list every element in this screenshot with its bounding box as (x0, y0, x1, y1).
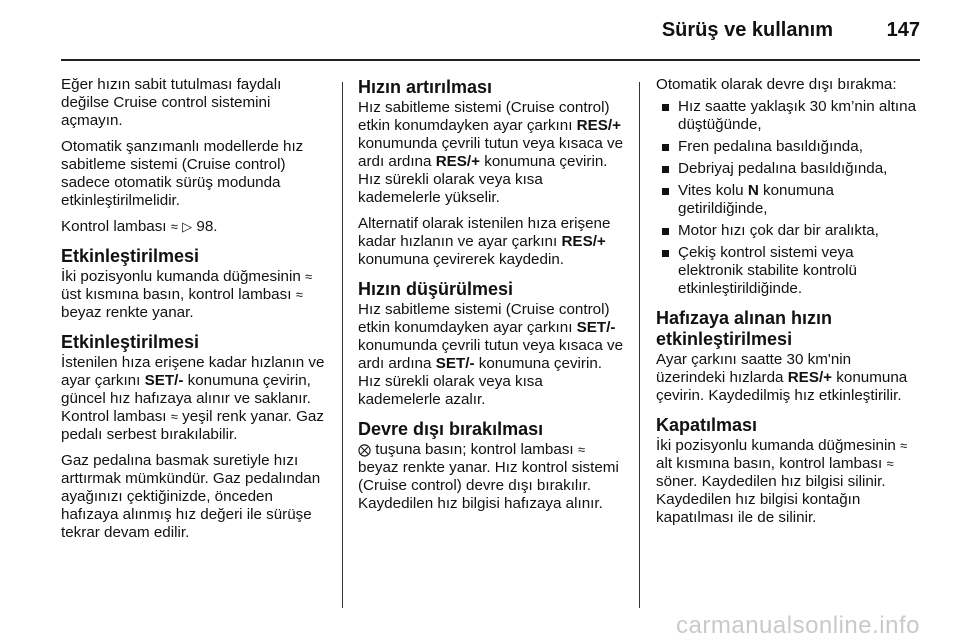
cruise-control-lamp-icon: ≈ (295, 287, 303, 302)
key-label: SET/- (144, 372, 184, 389)
paragraph: Hız sabitleme sistemi (Cruise control) etkin konumdayken ayar çarkını SET/- konumunda çevrili tutun veya kısaca ve ardı ardına SET/- konumuna çevirin. Hız sürekli olarak veya kısa kademelerle azalır. (358, 301, 624, 408)
cruise-control-lamp-icon: ≈ (170, 409, 178, 424)
key-label: SET/- (435, 355, 475, 372)
column-divider-left (342, 82, 343, 608)
heading-deactivation: Devre dışı bırakılması (358, 419, 544, 439)
paragraph: Alternatif olarak istenilen hıza erişene kadar hızlanın ve ayar çarkını RES/+ konumuna çevirerek kaydedin. (358, 215, 611, 268)
column-2 (358, 76, 624, 521)
heading-increase-speed: Hızın artırılması (358, 77, 493, 97)
key-label: RES/+ (787, 369, 833, 386)
key-label: RES/+ (435, 153, 481, 170)
paragraph: İstenilen hıza erişene kadar hızlanın ve ayar çarkını SET/- konumuna çevirin, güncel hız hafızaya alınır ve saklanır. Kontrol lambası ≈ yeşil renk yanar. Gaz pedalı serbest bırakılabilir. (61, 354, 325, 443)
paragraph: Hız sabitleme sistemi (Cruise control) etkin konumdayken ayar çarkını RES/+ konumunda çevrili tutun veya kısaca ve ardı ardına RES/+ konumuna çevirin. Hız sürekli olarak veya kısa kademelerle yükselir. (358, 99, 624, 206)
heading-switch-off: Kapatılması (656, 415, 758, 435)
section-title: Sürüş ve kullanım (661, 19, 833, 41)
paragraph: İki pozisyonlu kumanda düğmesinin ≈ üst kısmına basın, kontrol lambası ≈ beyaz renkte yanar. (61, 268, 313, 321)
column-1 (61, 76, 329, 550)
column-3 (656, 76, 922, 535)
key-label: RES/+ (576, 117, 621, 134)
header-rule (61, 59, 920, 61)
list-item: Fren pedalına basıldığında, (656, 138, 922, 156)
paragraph: Otomatik olarak devre dışı bırakma: (656, 76, 897, 93)
list-item: Çekiş kontrol sistemi veya elektronik stabilite kontrolü etkinleştirildiğinde. (656, 244, 922, 298)
key-label: SET/- (576, 319, 616, 336)
list-item: Vites kolu N konumuna getirildiğinde, (656, 182, 922, 218)
cruise-cancel-button-icon: ⨂ (358, 442, 371, 457)
paragraph: İki pozisyonlu kumanda düğmesinin ≈ alt kısmına basın, kontrol lambası ≈ söner. Kaydedilen hız bilgisi silinir. Kaydedilen hız bilgisi kontağın kapatılması ile de silinir. (656, 437, 908, 526)
list-item: Debriyaj pedalına basıldığında, (656, 160, 922, 178)
key-label: RES/+ (561, 233, 606, 250)
list-item: Hız saatte yaklaşık 30 km’nin altına düştüğünde, (656, 98, 922, 134)
list-item: Motor hızı çok dar bir aralıkta, (656, 222, 922, 240)
cruise-control-lamp-icon: ≈ (170, 219, 178, 234)
paragraph: ⨂ tuşuna basın; kontrol lambası ≈ beyaz renkte yanar. Hız kontrol sistemi (Cruise control) devre dışı bırakılır. Kaydedilen hız bilgisi hafızaya alınır. (358, 441, 619, 512)
heading-activation: Etkinleştirilmesi (61, 332, 200, 352)
page-header (0, 0, 960, 62)
deactivation-list (656, 98, 922, 298)
cruise-control-lamp-icon: ≈ (305, 269, 313, 284)
watermark: carmanualsonline.info (676, 612, 920, 639)
heading-activation: Etkinleştirilmesi (61, 246, 200, 266)
page-number: 147 (886, 19, 920, 41)
cruise-control-lamp-icon: ≈ (886, 456, 894, 471)
column-divider-right (639, 82, 640, 608)
cruise-control-lamp-icon: ≈ (577, 442, 586, 457)
page-reference-arrow-icon: ▷ (182, 219, 193, 234)
cruise-control-lamp-icon: ≈ (900, 438, 908, 453)
paragraph: Otomatik şanzımanlı modellerde hız sabitleme sistemi (Cruise control) sadece otomatik sürüş modunda etkinleştirilmelidir. (61, 138, 304, 209)
key-label: N (747, 182, 759, 199)
paragraph: Eğer hızın sabit tutulması faydalı değilse Cruise control sistemini açmayın. (61, 76, 282, 129)
paragraph: Kontrol lambası ≈ ▷ 98. (61, 218, 218, 235)
heading-resume-speed: Hafızaya alınan hızın etkinleştirilmesi (656, 308, 833, 349)
heading-decrease-speed: Hızın düşürülmesi (358, 279, 514, 299)
paragraph: Ayar çarkını saatte 30 km'nin üzerindeki hızlarda RES/+ konumuna çevirin. Kaydedilmiş hız etkinleştirilir. (656, 351, 908, 404)
paragraph: Gaz pedalına basmak suretiyle hızı arttırmak mümkündür. Gaz pedalından ayağınızı çektiğinizde, önceden hafızaya alınmış hız değeri ile sürüşe tekrar devam edilir. (61, 452, 321, 541)
